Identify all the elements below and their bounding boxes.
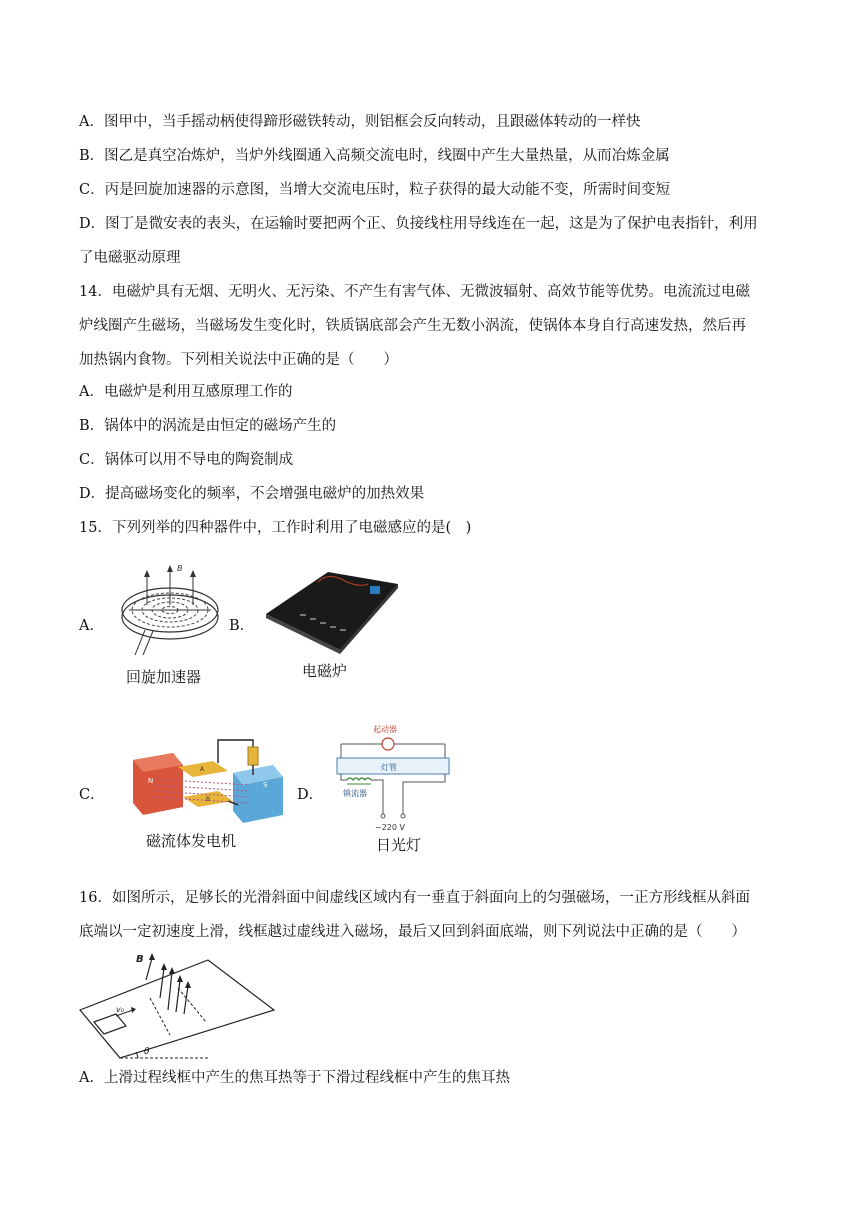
starter-label: 起动器 [373, 725, 397, 734]
q14-stem-line1: 14．电磁炉具有无烟、无明火、无污染、不产生有害气体、无微波辐射、高效节能等优势。电流流过电磁 [79, 284, 750, 300]
theta-label: θ [144, 1047, 150, 1057]
ballast-label: 镇流器 [343, 789, 367, 798]
q16-option-a: A．上滑过程线框中产生的焦耳热等于下滑过程线框中产生的焦耳热 [79, 1070, 510, 1086]
q15-label-d: D． [297, 787, 324, 803]
v0-label: v₀ [116, 1005, 124, 1014]
q16-stem-line1: 16．如图所示，足够长的光滑斜面中间虚线区域内有一垂直于斜面向上的匀强磁场，一正方形线框从斜面 [79, 890, 750, 906]
mhd-s-label: S [263, 781, 268, 789]
q14-stem-line2: 炉线圈产生磁场，当磁场发生变化时，铁质锅底部会产生无数小涡流，使锅体本身自行高速发热，然后再 [79, 318, 746, 334]
q15-caption-b: 电磁炉 [302, 662, 348, 680]
q14-option-a: A．电磁炉是利用互感原理工作的 [79, 384, 293, 400]
incline-figure [78, 950, 278, 1062]
mhd-plate-a-label: A [200, 766, 205, 773]
q14-option-d: D．提高磁场变化的频率，不会增强电磁炉的加热效果 [79, 486, 425, 502]
q14-option-c: C．锅体可以用不导电的陶瓷制成 [79, 452, 294, 468]
q13-option-c: C．丙是回旋加速器的示意图，当增大交流电压时，粒子获得的最大动能不变，所需时间变短 [79, 182, 671, 198]
q15-label-b: B． [229, 618, 255, 634]
fluorescent-lamp-figure [333, 722, 453, 834]
q15-caption-a: 回旋加速器 [126, 668, 202, 686]
q13-option-d-line2: 了电磁驱动原理 [79, 250, 181, 266]
mhd-generator-figure [128, 735, 293, 827]
field-b-label: B [136, 954, 144, 965]
q15-caption-d: 日光灯 [376, 836, 422, 854]
q15-stem: 15．下列列举的四种器件中，工作时利用了电磁感应的是( ) [79, 520, 472, 536]
mhd-n-label: N [148, 777, 154, 785]
tube-label: 灯管 [381, 763, 397, 772]
q15-label-c: C． [79, 787, 105, 803]
cyclotron-figure [115, 555, 225, 660]
q13-option-b: B．图乙是真空冶炼炉，当炉外线圈通入高频交流电时，线圈中产生大量热量，从而冶炼金属 [79, 148, 670, 164]
induction-cooker-figure [258, 562, 400, 654]
voltage-label: ~220 V [375, 823, 405, 832]
cyclotron-b-label: B [177, 564, 183, 573]
q16-stem-line2: 底端以一定初速度上滑，线框越过虚线进入磁场，最后又回到斜面底端，则下列说法中正确的是（ ） [79, 924, 746, 940]
q15-label-a: A． [79, 618, 104, 634]
mhd-plate-b-label: B [206, 796, 211, 803]
q14-option-b: B．锅体中的涡流是由恒定的磁场产生的 [79, 418, 337, 434]
q13-option-d-line1: D．图丁是微安表的表头，在运输时要把两个正、负接线柱用导线连在一起，这是为了保护电表指针，利用 [79, 216, 758, 232]
q15-caption-c: 磁流体发电机 [146, 832, 237, 850]
q13-option-a: A．图甲中，当手摇动柄使得蹄形磁铁转动，则铝框会反向转动，且跟磁体转动的一样快 [79, 114, 641, 130]
q14-stem-line3: 加热锅内食物。下列相关说法中正确的是（ ） [79, 352, 398, 368]
